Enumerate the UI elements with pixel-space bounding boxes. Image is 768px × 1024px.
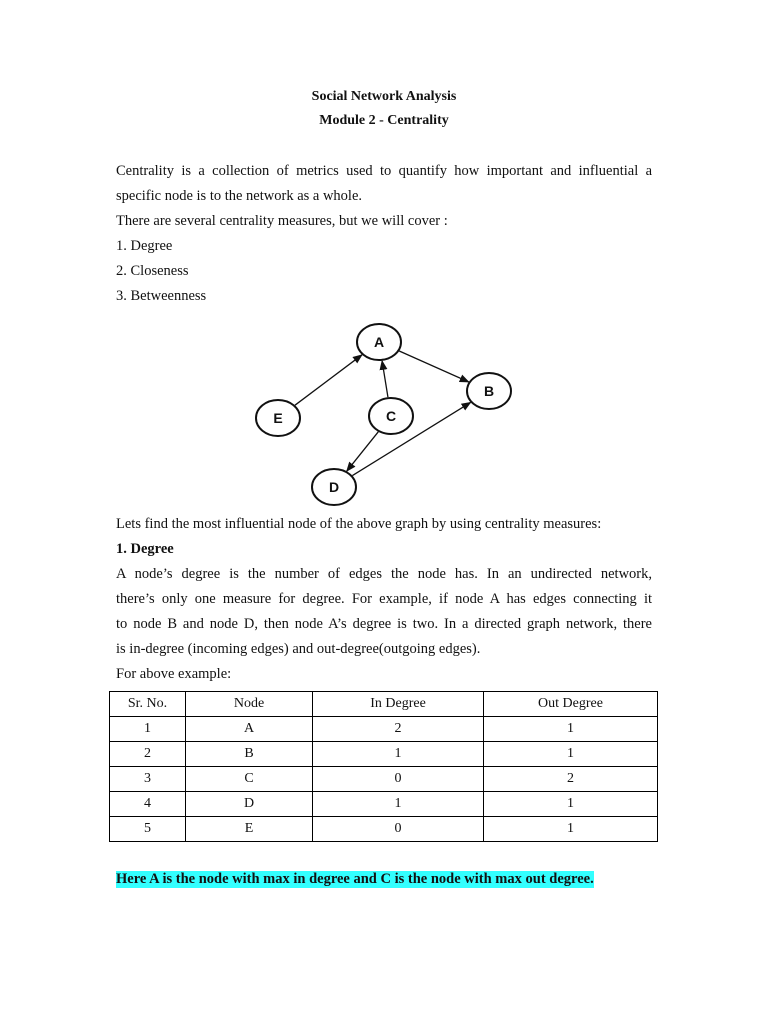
table-row <box>110 742 658 767</box>
table-header-row <box>110 692 658 717</box>
cell-sr-no: 3 <box>110 767 186 792</box>
header-out-degree: Out Degree <box>484 692 658 717</box>
cell-node: A <box>186 717 313 742</box>
node-label-d: D <box>328 479 340 495</box>
document-title: Social Network Analysis <box>311 89 457 104</box>
section-heading-degree: 1. Degree <box>116 541 174 557</box>
degree-para-line-2: there’s only one measure for degree. For example, if node A has edges connecting it <box>116 591 652 607</box>
degree-para-line-3: to node B and node D, then node A’s degree is two. In a directed graph network, there <box>116 616 652 632</box>
network-graph <box>250 320 520 510</box>
cell-sr-no: 2 <box>110 742 186 767</box>
degree-para-line-4: is in-degree (incoming edges) and out-degree(outgoing edges). <box>116 641 481 657</box>
document-subtitle: Module 2 - Centrality <box>319 113 449 128</box>
edge-c-d <box>347 432 379 471</box>
cell-in-degree: 0 <box>313 767 484 792</box>
header-node: Node <box>186 692 313 717</box>
conclusion-highlight: Here A is the node with max in degree and C is the node with max out degree. <box>116 871 594 887</box>
node-label-a: A <box>373 334 385 350</box>
cell-out-degree: 2 <box>484 767 658 792</box>
edge-a-b <box>399 351 469 382</box>
cell-out-degree: 1 <box>484 817 658 842</box>
cell-in-degree: 2 <box>313 717 484 742</box>
table-row <box>110 767 658 792</box>
cell-sr-no: 5 <box>110 817 186 842</box>
header-in-degree: In Degree <box>313 692 484 717</box>
node-label-e: E <box>273 410 283 426</box>
cell-node: B <box>186 742 313 767</box>
table-row <box>110 792 658 817</box>
cell-in-degree: 1 <box>313 792 484 817</box>
table-row <box>110 817 658 842</box>
cell-in-degree: 0 <box>313 817 484 842</box>
edge-e-a <box>295 355 362 405</box>
measure-item-betweenness: 3. Betweenness <box>116 288 207 304</box>
degree-table <box>109 691 658 842</box>
example-label: For above example: <box>116 666 232 682</box>
measures-intro: There are several centrality measures, but we will cover : <box>116 213 448 229</box>
cell-in-degree: 1 <box>313 742 484 767</box>
intro-line-1: Centrality is a collection of metrics used to quantify how important and influential a <box>116 163 652 179</box>
cell-out-degree: 1 <box>484 792 658 817</box>
cell-sr-no: 4 <box>110 792 186 817</box>
cell-node: D <box>186 792 313 817</box>
intro-line-2: specific node is to the network as a whole. <box>116 188 363 204</box>
measure-item-closeness: 2. Closeness <box>116 263 189 279</box>
cell-out-degree: 1 <box>484 742 658 767</box>
node-label-c: C <box>385 408 397 424</box>
measure-item-degree: 1. Degree <box>116 238 173 254</box>
degree-para-line-1: A node’s degree is the number of edges the node has. In an undirected network, <box>116 566 652 582</box>
cell-node: C <box>186 767 313 792</box>
node-label-b: B <box>483 383 495 399</box>
section-lead-in: Lets find the most influential node of the above graph by using centrality measures: <box>116 516 602 532</box>
edge-c-a <box>382 361 388 397</box>
cell-sr-no: 1 <box>110 717 186 742</box>
cell-out-degree: 1 <box>484 717 658 742</box>
header-sr-no: Sr. No. <box>110 692 186 717</box>
cell-node: E <box>186 817 313 842</box>
table-row <box>110 717 658 742</box>
